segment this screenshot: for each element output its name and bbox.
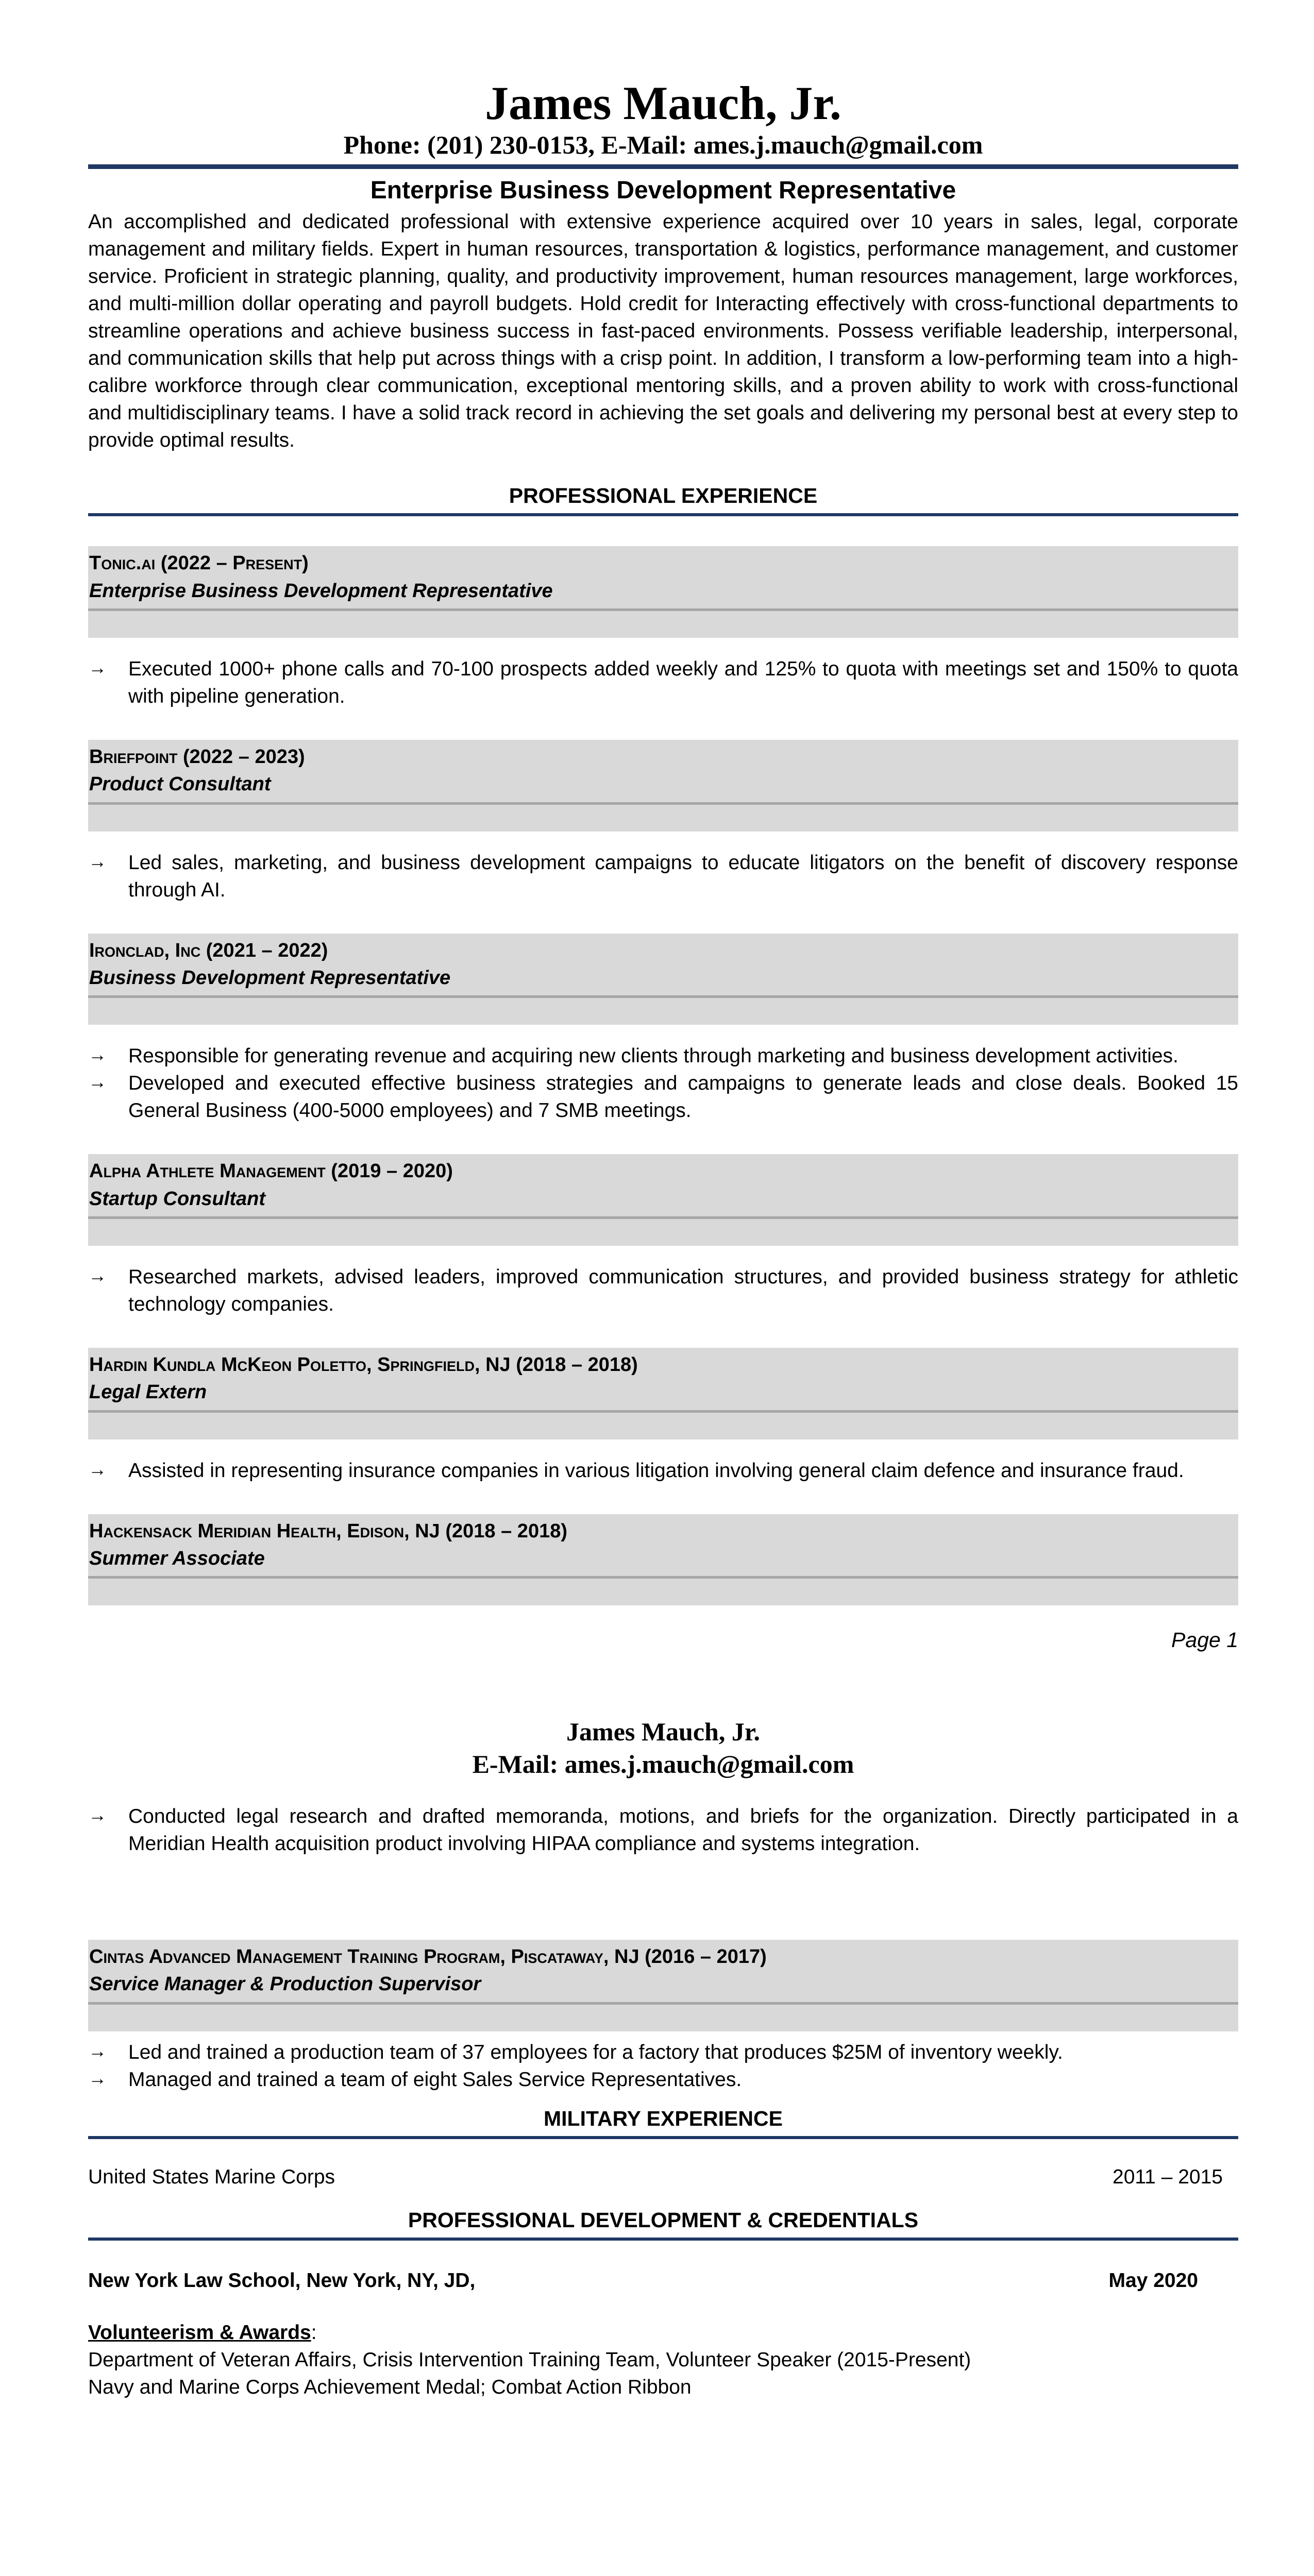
- bullet-text: Developed and executed effective business strategies and campaigns to generate leads and close deals. Booked 15 General Business (400-5000 employees) and 7 SMB meetings.: [128, 1072, 1238, 1122]
- resume-page-2: [0, 1700, 1314, 2576]
- bullet-item: [88, 849, 1238, 904]
- volunteer-block: [88, 2319, 1238, 2401]
- summary-paragraph: An accomplished and dedicated professional with extensive experience acquired over 10 years in sales, legal, corporate management and military fields. Expert in human resources, transportation & logistics, performance management, and customer service. Proficient in strategic planning, quality, and productivity improvement, human resources management, large workforces, and multi-million dollar operating and payroll budgets. Hold credit for Interacting effectively with cross-functional departments to streamline operations and achieve business success in fast-paced environments. Possess verifiable leadership, interpersonal, and communication skills that help put across things with a crisp point. In addition, I transform a low-performing team into a high-calibre workforce through clear communication, exceptional mentoring skills, and a proven ability to work with cross-functional and multidisciplinary teams. I have a solid track record in achieving the set goals and delivering my personal best at every step to provide optimal results.: [88, 211, 1238, 452]
- education-date: May 2020: [1108, 2269, 1198, 2292]
- page-2-name: James Mauch, Jr.: [566, 1717, 760, 1746]
- education-school: New York Law School, New York, NY, JD,: [88, 2269, 476, 2292]
- job-company: Hackensack Meridian Health, Edison, NJ (2018 – 2018): [89, 1520, 568, 1542]
- job-role: Summer Associate: [89, 1548, 265, 1570]
- bullet-text: Led sales, marketing, and business development campaigns to educate litigators on the benefit of discovery response through AI.: [128, 851, 1238, 901]
- job-role: Startup Consultant: [89, 1188, 265, 1210]
- bullet-item: [88, 1457, 1238, 1484]
- volunteer-line: Department of Veteran Affairs, Crisis Intervention Training Team, Volunteer Speaker (2015-Present): [88, 2348, 971, 2371]
- bullet-item: [88, 2066, 1238, 2093]
- arrow-icon: →: [88, 657, 107, 679]
- job-company: Cintas Advanced Management Training Program, Piscataway, NJ (2016 – 2017): [89, 1946, 767, 1968]
- section-title-development: PROFESSIONAL DEVELOPMENT & CREDENTIALS: [408, 2208, 919, 2232]
- job-bullets: [88, 1042, 1238, 1124]
- section-title-military: MILITARY EXPERIENCE: [544, 2106, 783, 2130]
- job-role: Legal Extern: [89, 1381, 207, 1403]
- bullet-text: Executed 1000+ phone calls and 70-100 prospects added weekly and 125% to quota with meetings set and 150% to quota with pipeline generation.: [128, 658, 1238, 708]
- job-band: [88, 1579, 1238, 1605]
- arrow-icon: →: [88, 1265, 107, 1286]
- header-rule: [88, 164, 1238, 169]
- page-number: Page 1: [1171, 1628, 1238, 1652]
- arrow-icon: →: [88, 2040, 107, 2061]
- contact-line: Phone: (201) 230-0153, E-Mail: ames.j.mauch@gmail.com: [343, 130, 983, 160]
- job-band: [88, 998, 1238, 1025]
- bullet-text: Led and trained a production team of 37 employees for a factory that produces $25M of inventory weekly.: [128, 2041, 1063, 2063]
- volunteer-title: Volunteerism & Awards: [88, 2321, 311, 2344]
- bullet-item: [88, 1803, 1238, 1857]
- job-company: Hardin Kundla McKeon Poletto, Springfield, NJ (2018 – 2018): [89, 1354, 638, 1376]
- job-band: [88, 1219, 1238, 1246]
- job-role: Service Manager & Production Supervisor: [89, 1973, 481, 1995]
- job-company: Ironclad, Inc (2021 – 2022): [89, 939, 328, 961]
- bullet-item: [88, 655, 1238, 710]
- arrow-icon: →: [88, 1458, 107, 1480]
- military-dates: 2011 – 2015: [1113, 2165, 1223, 2188]
- military-row: [88, 2166, 1238, 2189]
- job-role: Enterprise Business Development Representative: [89, 580, 553, 602]
- job-header: [88, 934, 1238, 1025]
- arrow-icon: →: [88, 2067, 107, 2089]
- candidate-name: James Mauch, Jr.: [485, 77, 841, 129]
- job-bullets: [88, 849, 1238, 904]
- bullet-item: [88, 1070, 1238, 1124]
- section-rule: [88, 2136, 1238, 2139]
- job-band: [88, 2005, 1238, 2031]
- job-header: [88, 1514, 1238, 1606]
- job-bullets: [88, 1803, 1238, 1857]
- bullet-text: Researched markets, advised leaders, improved communication structures, and provided business strategy for athletic technology companies.: [128, 1266, 1238, 1316]
- bullet-item: [88, 1042, 1238, 1070]
- arrow-icon: →: [88, 1044, 107, 1065]
- job-header: [88, 546, 1238, 638]
- volunteer-colon: :: [311, 2321, 317, 2344]
- education-row: [88, 2269, 1238, 2292]
- job-bullets: [88, 1263, 1238, 1318]
- arrow-icon: →: [88, 1071, 107, 1093]
- job-role: Product Consultant: [89, 773, 271, 795]
- job-bullets: [88, 1457, 1238, 1484]
- job-header: [88, 1154, 1238, 1246]
- job-company: Alpha Athlete Management (2019 – 2020): [89, 1160, 453, 1182]
- bullet-text: Managed and trained a team of eight Sales Service Representatives.: [128, 2068, 742, 2091]
- job-band: [88, 611, 1238, 638]
- bullet-text: Assisted in representing insurance companies in various litigation involving general claim defence and insurance fraud.: [128, 1459, 1184, 1482]
- job-header: [88, 1940, 1238, 2031]
- headline: Enterprise Business Development Representative: [370, 177, 956, 205]
- bullet-item: [88, 2039, 1238, 2066]
- job-company: Tonic.ai (2022 – Present): [89, 552, 309, 574]
- section-title-experience: PROFESSIONAL EXPERIENCE: [509, 484, 818, 508]
- bullet-item: [88, 1263, 1238, 1318]
- job-band: [88, 1413, 1238, 1439]
- job-header: [88, 1348, 1238, 1439]
- page-2-email: E-Mail: ames.j.mauch@gmail.com: [472, 1749, 854, 1778]
- arrow-icon: →: [88, 850, 107, 872]
- page-2-content: [88, 1716, 1238, 2401]
- job-header: [88, 740, 1238, 832]
- job-bullets: [88, 655, 1238, 710]
- volunteer-line: Navy and Marine Corps Achievement Medal; Combat Action Ribbon: [88, 2376, 692, 2398]
- bullet-text: Conducted legal research and drafted memoranda, motions, and briefs for the organization. Directly participated in a Meridian Health acquisition product involving HIPAA compliance and systems integration.: [128, 1805, 1238, 1855]
- job-band: [88, 805, 1238, 832]
- job-company: Briefpoint (2022 – 2023): [89, 746, 305, 768]
- section-rule: [88, 513, 1238, 516]
- page-1-content: [88, 77, 1238, 1605]
- job-bullets: [88, 2039, 1238, 2093]
- bullet-text: Responsible for generating revenue and acquiring new clients through marketing and business development activities.: [128, 1045, 1178, 1067]
- volunteer-heading: [88, 2319, 1238, 2346]
- military-org: United States Marine Corps: [88, 2165, 335, 2188]
- section-rule: [88, 2238, 1238, 2241]
- job-role: Business Development Representative: [89, 967, 451, 989]
- arrow-icon: →: [88, 1804, 107, 1825]
